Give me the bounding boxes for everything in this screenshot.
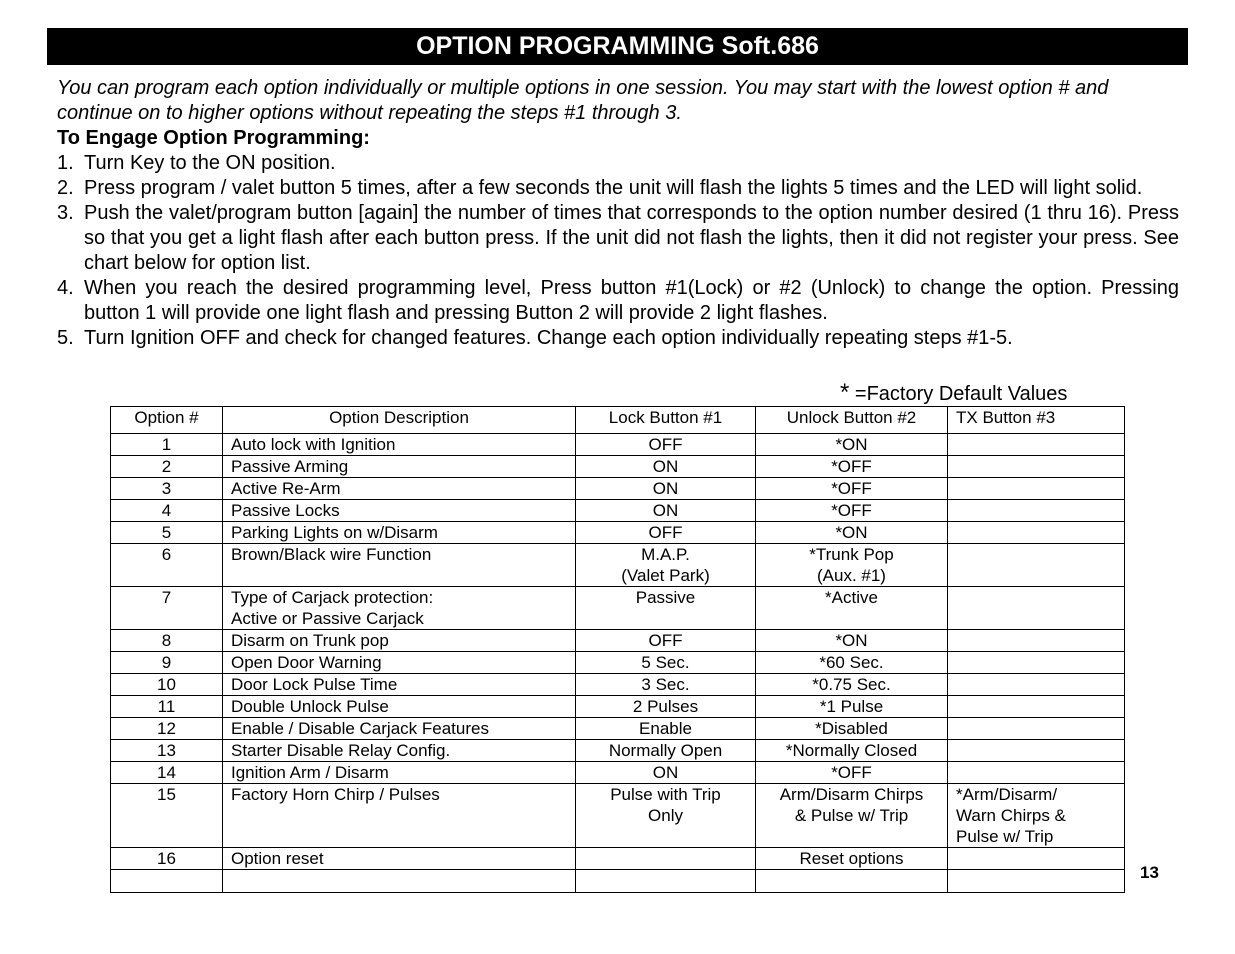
lock-button-cell: Passive bbox=[576, 587, 756, 630]
table-row bbox=[111, 587, 1125, 630]
step-number: 1. bbox=[57, 152, 74, 174]
unlock-button-cell: *Trunk Pop (Aux. #1) bbox=[756, 544, 948, 587]
unlock-button-cell: *Active bbox=[756, 587, 948, 630]
table-row bbox=[111, 740, 1125, 762]
unlock-button-cell: *OFF bbox=[756, 478, 948, 500]
lock-button-cell bbox=[576, 848, 756, 870]
factory-default-legend bbox=[840, 380, 1067, 407]
option-description-cell: Ignition Arm / Disarm bbox=[223, 762, 576, 784]
tx-button-cell bbox=[948, 848, 1125, 870]
step-text: Press program / valet button 5 times, after a few seconds the unit will flash the lights 5 times and the LED will light solid. bbox=[84, 177, 1143, 199]
tx-button-cell bbox=[948, 870, 1125, 893]
table-row bbox=[111, 434, 1125, 456]
lock-button-cell: ON bbox=[576, 762, 756, 784]
unlock-button-cell: *OFF bbox=[756, 500, 948, 522]
option-number-cell: 10 bbox=[111, 674, 223, 696]
header-option-description: Option Description bbox=[223, 407, 576, 434]
table-row bbox=[111, 500, 1125, 522]
step-number: 4. bbox=[57, 277, 74, 299]
option-number-cell: 11 bbox=[111, 696, 223, 718]
option-description-cell: Disarm on Trunk pop bbox=[223, 630, 576, 652]
option-description-cell: Open Door Warning bbox=[223, 652, 576, 674]
asterisk-symbol: * bbox=[840, 379, 850, 406]
option-number-cell: 15 bbox=[111, 784, 223, 848]
option-number-cell: 12 bbox=[111, 718, 223, 740]
steps-list bbox=[57, 151, 1179, 351]
intro-paragraph: You can program each option individually or multiple options in one session. You may start with the lowest option # and continue on to higher options without repeating the steps #1 through 3. bbox=[57, 77, 1109, 124]
option-description-cell: Enable / Disable Carjack Features bbox=[223, 718, 576, 740]
table-row bbox=[111, 696, 1125, 718]
table-row bbox=[111, 456, 1125, 478]
step-number: 2. bbox=[57, 177, 74, 199]
tx-button-cell bbox=[948, 740, 1125, 762]
table-row bbox=[111, 478, 1125, 500]
header-unlock-button: Unlock Button #2 bbox=[756, 407, 948, 434]
table-row bbox=[111, 652, 1125, 674]
option-number-cell: 7 bbox=[111, 587, 223, 630]
tx-button-cell bbox=[948, 587, 1125, 630]
lock-button-cell: ON bbox=[576, 500, 756, 522]
step-number: 5. bbox=[57, 327, 74, 349]
page-number: 13 bbox=[1140, 863, 1159, 882]
table-row bbox=[111, 784, 1125, 848]
table-row bbox=[111, 522, 1125, 544]
step-text: Turn Key to the ON position. bbox=[84, 152, 336, 174]
tx-button-cell bbox=[948, 434, 1125, 456]
option-number-cell: 8 bbox=[111, 630, 223, 652]
option-description-cell: Passive Arming bbox=[223, 456, 576, 478]
unlock-button-cell: *1 Pulse bbox=[756, 696, 948, 718]
option-number-cell: 9 bbox=[111, 652, 223, 674]
lock-button-cell: ON bbox=[576, 456, 756, 478]
option-description-cell: Brown/Black wire Function bbox=[223, 544, 576, 587]
tx-button-cell bbox=[948, 718, 1125, 740]
unlock-button-cell: *ON bbox=[756, 630, 948, 652]
tx-button-cell bbox=[948, 696, 1125, 718]
lock-button-cell: Normally Open bbox=[576, 740, 756, 762]
lock-button-cell: OFF bbox=[576, 630, 756, 652]
unlock-button-cell: *ON bbox=[756, 434, 948, 456]
tx-button-cell bbox=[948, 652, 1125, 674]
section-heading: To Engage Option Programming: bbox=[57, 127, 370, 149]
tx-button-cell bbox=[948, 522, 1125, 544]
tx-button-cell bbox=[948, 762, 1125, 784]
option-description-cell: Option reset bbox=[223, 848, 576, 870]
option-description-cell: Starter Disable Relay Config. bbox=[223, 740, 576, 762]
lock-button-cell: Enable bbox=[576, 718, 756, 740]
unlock-button-cell bbox=[756, 870, 948, 893]
lock-button-cell: M.A.P. (Valet Park) bbox=[576, 544, 756, 587]
unlock-button-cell: *OFF bbox=[756, 456, 948, 478]
option-description-cell: Factory Horn Chirp / Pulses bbox=[223, 784, 576, 848]
table-row bbox=[111, 718, 1125, 740]
step-item bbox=[57, 201, 1179, 276]
option-number-cell: 3 bbox=[111, 478, 223, 500]
option-description-cell bbox=[223, 870, 576, 893]
option-number-cell: 14 bbox=[111, 762, 223, 784]
table-row bbox=[111, 848, 1125, 870]
option-number-cell: 4 bbox=[111, 500, 223, 522]
page-title: OPTION PROGRAMMING Soft.686 bbox=[47, 28, 1188, 65]
table-header-row bbox=[111, 407, 1125, 434]
lock-button-cell: 3 Sec. bbox=[576, 674, 756, 696]
tx-button-cell bbox=[948, 478, 1125, 500]
option-description-cell: Double Unlock Pulse bbox=[223, 696, 576, 718]
step-text: When you reach the desired programming level, Press button #1(Lock) or #2 (Unlock) to change the option. Pressing button 1 will provide one light flash and pressing Button 2 will provide 2 light flashes. bbox=[84, 277, 1179, 324]
header-lock-button: Lock Button #1 bbox=[576, 407, 756, 434]
unlock-button-cell: *Disabled bbox=[756, 718, 948, 740]
unlock-button-cell: *OFF bbox=[756, 762, 948, 784]
unlock-button-cell: *60 Sec. bbox=[756, 652, 948, 674]
lock-button-cell: ON bbox=[576, 478, 756, 500]
header-option-number: Option # bbox=[111, 407, 223, 434]
tx-button-cell bbox=[948, 674, 1125, 696]
tx-button-cell bbox=[948, 544, 1125, 587]
unlock-button-cell: *0.75 Sec. bbox=[756, 674, 948, 696]
step-text: Turn Ignition OFF and check for changed features. Change each option individually repeating steps #1-5. bbox=[84, 327, 1013, 349]
option-number-cell: 5 bbox=[111, 522, 223, 544]
option-description-cell: Parking Lights on w/Disarm bbox=[223, 522, 576, 544]
table-row bbox=[111, 630, 1125, 652]
tx-button-cell bbox=[948, 456, 1125, 478]
option-description-cell: Active Re-Arm bbox=[223, 478, 576, 500]
option-description-cell: Auto lock with Ignition bbox=[223, 434, 576, 456]
unlock-button-cell: Arm/Disarm Chirps & Pulse w/ Trip bbox=[756, 784, 948, 848]
option-number-cell: 16 bbox=[111, 848, 223, 870]
lock-button-cell: 5 Sec. bbox=[576, 652, 756, 674]
step-number: 3. bbox=[57, 202, 74, 224]
step-text: Push the valet/program button [again] the number of times that corresponds to the option number desired (1 thru 16). Press so that you get a light flash after each button press. If the unit did not flash the lights, then it did not register your press. See chart below for option list. bbox=[84, 202, 1179, 274]
header-tx-button: TX Button #3 bbox=[948, 407, 1125, 434]
option-number-cell: 2 bbox=[111, 456, 223, 478]
options-table bbox=[110, 406, 1125, 893]
legend-text: =Factory Default Values bbox=[849, 383, 1068, 405]
step-item bbox=[57, 151, 1179, 176]
lock-button-cell: OFF bbox=[576, 434, 756, 456]
option-description-cell: Door Lock Pulse Time bbox=[223, 674, 576, 696]
unlock-button-cell: Reset options bbox=[756, 848, 948, 870]
step-item bbox=[57, 326, 1179, 351]
option-number-cell bbox=[111, 870, 223, 893]
tx-button-cell: *Arm/Disarm/ Warn Chirps & Pulse w/ Trip bbox=[948, 784, 1125, 848]
tx-button-cell bbox=[948, 500, 1125, 522]
lock-button-cell: Pulse with Trip Only bbox=[576, 784, 756, 848]
lock-button-cell bbox=[576, 870, 756, 893]
table-row bbox=[111, 762, 1125, 784]
option-number-cell: 6 bbox=[111, 544, 223, 587]
unlock-button-cell: *Normally Closed bbox=[756, 740, 948, 762]
lock-button-cell: 2 Pulses bbox=[576, 696, 756, 718]
step-item bbox=[57, 276, 1179, 326]
option-description-cell: Type of Carjack protection: Active or Passive Carjack bbox=[223, 587, 576, 630]
tx-button-cell bbox=[948, 630, 1125, 652]
option-number-cell: 1 bbox=[111, 434, 223, 456]
unlock-button-cell: *ON bbox=[756, 522, 948, 544]
table-row bbox=[111, 870, 1125, 893]
table-row bbox=[111, 544, 1125, 587]
table-row bbox=[111, 674, 1125, 696]
option-number-cell: 13 bbox=[111, 740, 223, 762]
lock-button-cell: OFF bbox=[576, 522, 756, 544]
options-table-body bbox=[111, 434, 1125, 893]
step-item bbox=[57, 176, 1179, 201]
option-description-cell: Passive Locks bbox=[223, 500, 576, 522]
